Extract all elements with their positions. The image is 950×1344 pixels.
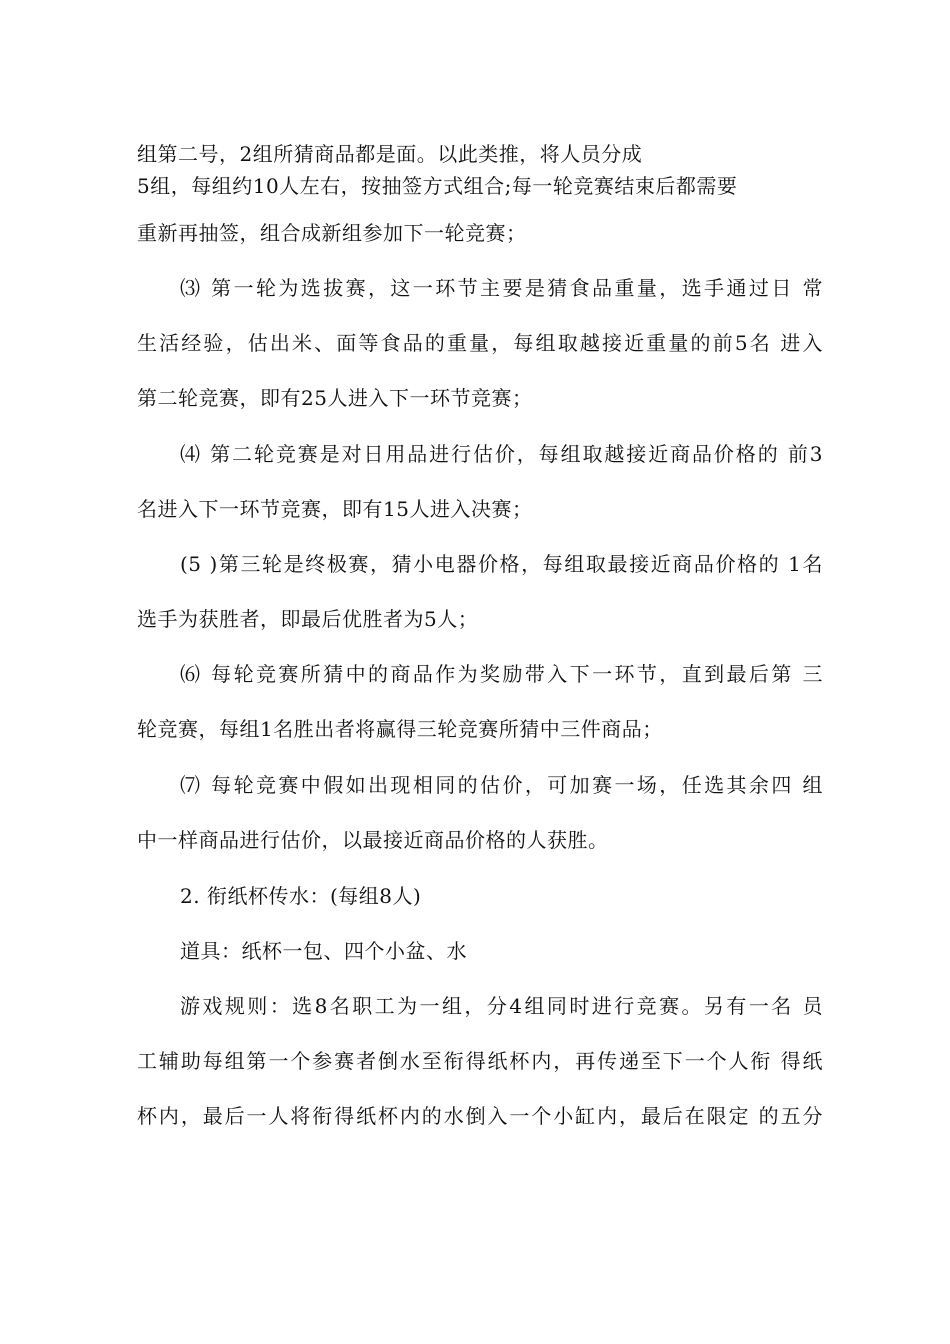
text-line: 重新再抽签，组合成新组参加下一轮竞赛； — [137, 221, 527, 245]
text-line: 轮竞赛，每组1名胜出者将赢得三轮竞赛所猜中三件商品； — [137, 717, 663, 741]
text-line: 杯内，最后一人将衔得纸杯内的水倒入一个小缸内，最后在限定 的五分 — [137, 1104, 823, 1128]
text-line: 游戏规则：选8名职工为一组，分4组同时进行竞赛。另有一名 员 — [180, 994, 823, 1018]
text-line: (5 )第三轮是终极赛，猜小电器价格，每组取最接近商品价格的 1名 — [180, 552, 823, 576]
text-line: 名进入下一环节竞赛，即有15人进入决赛； — [137, 497, 533, 521]
text-line: ⑹ 每轮竞赛所猜中的商品作为奖励带入下一环节，直到最后第 三 — [180, 662, 823, 686]
text-line: 5组，每组约10人左右，按抽签方式组合;每一轮竞赛结束后都需要 — [137, 174, 738, 198]
text-line: 生活经验，估出米、面等食品的重量，每组取越接近重量的前5名 进入 — [137, 331, 823, 355]
text-line: 第二轮竞赛，即有25人进入下一环节竞赛； — [137, 386, 533, 410]
text-line: 组第二号，2组所猜商品都是面。以此类推，将人员分成 — [137, 142, 643, 166]
text-line: 选手为获胜者，即最后优胜者为5人； — [137, 607, 479, 631]
text-line: 中一样商品进行估价，以最接近商品价格的人获胜。 — [137, 828, 609, 852]
text-line: ⑷ 第二轮竞赛是对日用品进行估价，每组取越接近商品价格的 前3 — [180, 442, 823, 466]
text-line: 道具：纸杯一包、四个小盆、水 — [180, 939, 467, 963]
text-line: ⑺ 每轮竞赛中假如出现相同的估价，可加赛一场，任选其余四 组 — [180, 773, 823, 797]
text-line: ⑶ 第一轮为选拔赛，这一环节主要是猜食品重量，选手通过日 常 — [180, 276, 823, 300]
section-heading: 2. 衔纸杯传水：(每组8人) — [180, 884, 422, 908]
text-line: 工辅助每组第一个参赛者倒水至衔得纸杯内，再传递至下一个人衔 得纸 — [137, 1049, 823, 1073]
